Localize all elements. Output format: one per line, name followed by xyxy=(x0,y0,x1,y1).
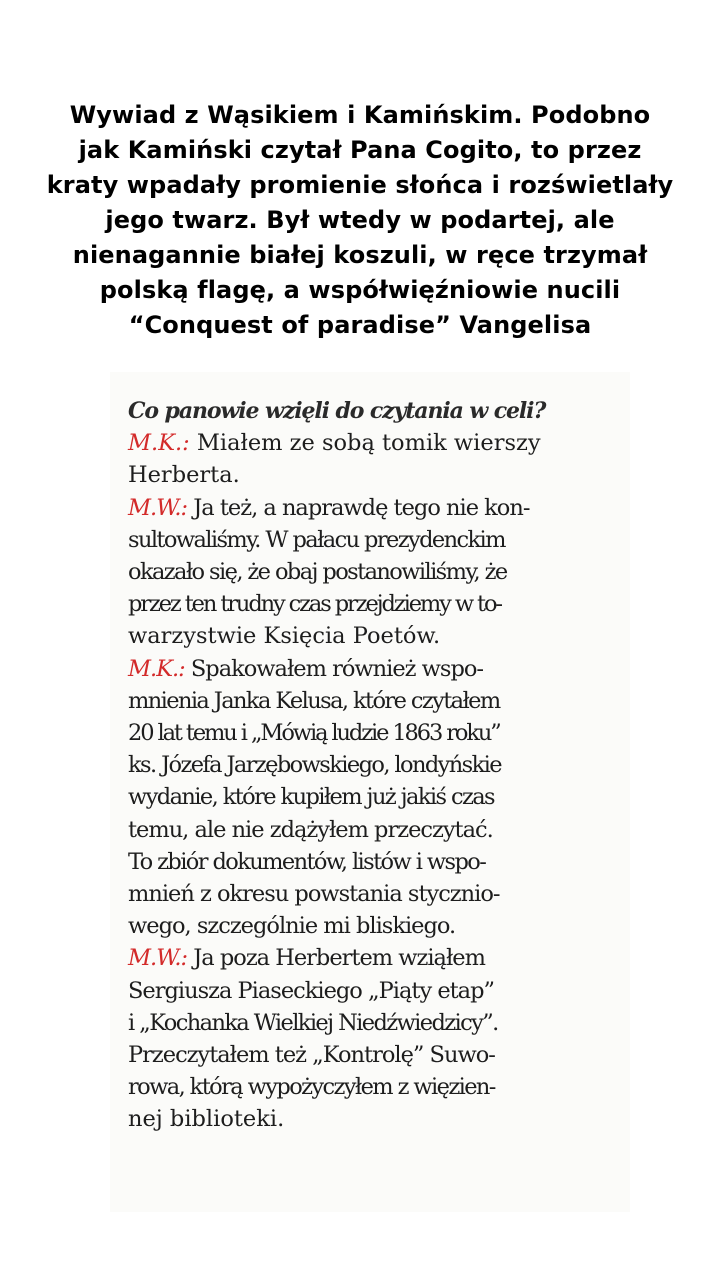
article-line: Herberta. xyxy=(128,462,240,489)
interview-question: Co panowie wzięli do czytania w celi? xyxy=(128,398,546,424)
article-line: temu, ale nie zdążyłem przeczytać. xyxy=(128,816,493,843)
article-line: okazało się, że obaj postanowiliśmy, że xyxy=(128,559,507,586)
article-line: Przeczytałem też „Kontrolę” Suwo- xyxy=(128,1042,495,1069)
article-line xyxy=(128,492,603,524)
article-line: warzystwie Księcia Poetów. xyxy=(128,623,441,650)
interview-article xyxy=(128,395,603,1136)
caption-line: polską flagę, a współwięźniowie nucili xyxy=(99,276,621,304)
article-line: mnień z okresu powstania stycznio- xyxy=(128,881,500,908)
line-text: Ja poza Herbertem wziąłem xyxy=(187,945,485,972)
speaker-label: M.W.: xyxy=(128,494,188,521)
caption-line: jak Kamiński czytał Pana Cogito, to przez xyxy=(78,136,642,164)
speaker-label: M.W.: xyxy=(128,945,188,972)
line-text: Miałem ze sobą tomik wierszy xyxy=(189,430,541,457)
article-line: i „Kochanka Wielkiej Niedźwiedzicy”. xyxy=(128,1009,498,1036)
article-line: Sergiusza Piaseckiego „Piąty etap” xyxy=(128,977,494,1004)
caption-line: Wywiad z Wąsikiem i Kamińskim. Podobno xyxy=(69,101,651,129)
article-line xyxy=(128,942,603,974)
article-line: rowa, którą wypożyczyłem z więzien- xyxy=(128,1074,495,1101)
article-line: mnienia Janka Kelusa, które czytałem xyxy=(128,687,500,714)
article-line: 20 lat temu i „Mówią ludzie 1863 roku” xyxy=(128,720,500,747)
caption-line: “Conquest of paradise” Vangelisa xyxy=(128,311,592,339)
article-line: przez ten trudny czas przejdziemy w to- xyxy=(128,591,501,618)
speaker-label: M.K.: xyxy=(128,430,190,457)
line-text: Ja też, a naprawdę tego nie kon- xyxy=(187,494,530,521)
article-line: wego, szczególnie mi bliskiego. xyxy=(128,913,456,940)
caption-line: kraty wpadały promienie słońca i rozświetlały xyxy=(46,171,674,199)
article-line xyxy=(128,653,603,685)
caption-line: nienagannie białej koszuli, w ręce trzymał xyxy=(72,241,648,269)
speaker-label: M.K.: xyxy=(128,655,185,682)
line-text: Spakowałem również wspo- xyxy=(184,655,483,682)
story-caption xyxy=(0,98,720,343)
caption-line: jego twarz. Był wtedy w podartej, ale xyxy=(105,206,615,234)
article-line: sultowaliśmy. W pałacu prezydenckim xyxy=(128,526,505,553)
article-line xyxy=(128,427,603,459)
article-line: ks. Józefa Jarzębowskiego, londyńskie xyxy=(128,752,501,779)
article-line: nej biblioteki. xyxy=(128,1106,285,1133)
article-line: wydanie, które kupiłem już jakiś czas xyxy=(128,784,494,811)
article-line: To zbiór dokumentów, listów i wspo- xyxy=(128,848,486,875)
